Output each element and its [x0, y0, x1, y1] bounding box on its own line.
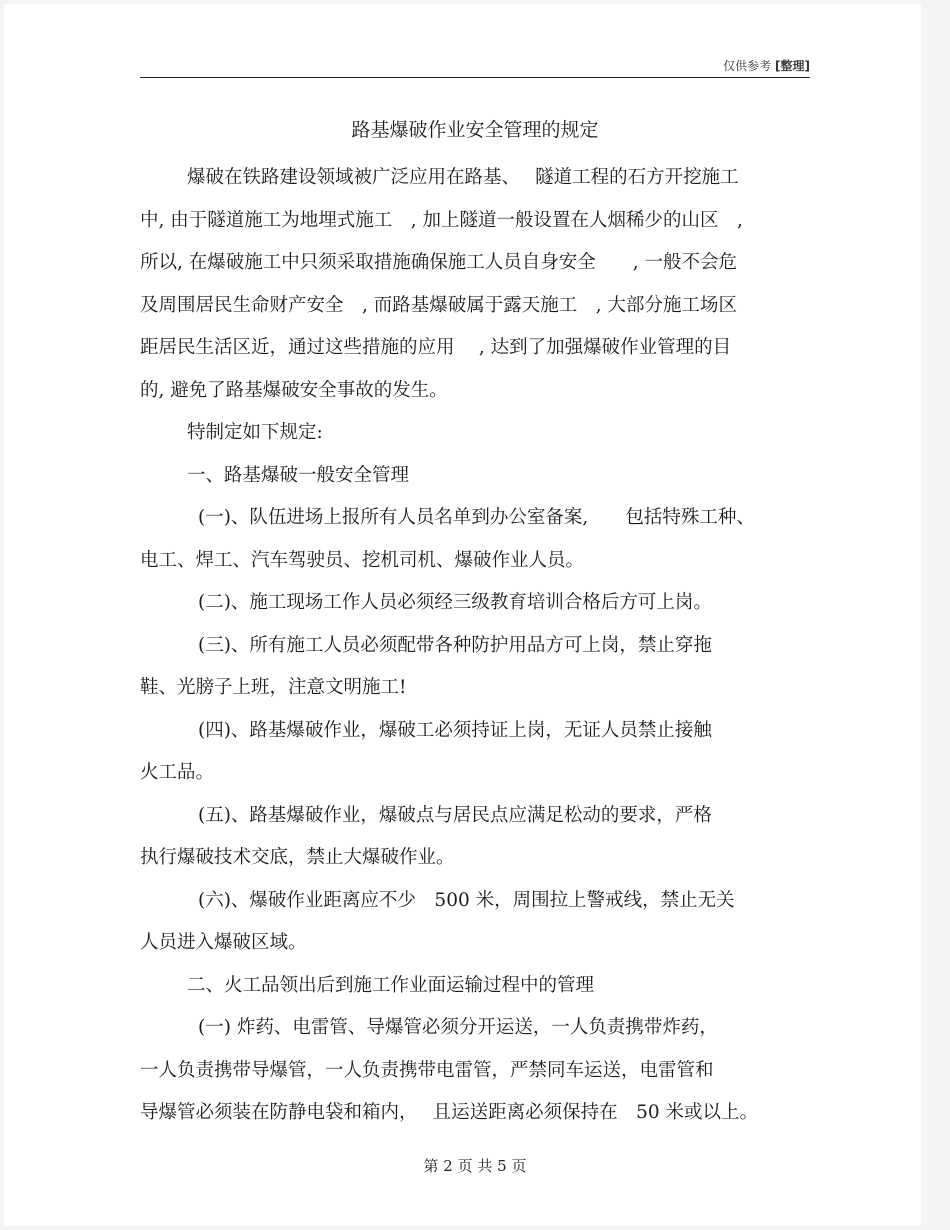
- document-title: 路基爆破作业安全管理的规定: [351, 119, 599, 141]
- text-line: (一) 炸药、电雷管、导爆管必须分开运送，一人负责携带炸药，: [198, 1017, 718, 1038]
- text-line: 中, 由于隧道施工为地埋式施工 , 加上隧道一般设置在人烟稀少的山区 ,: [140, 209, 743, 231]
- text-line: (五)、路基爆破作业，爆破点与居民点应满足松动的要求，严格: [198, 804, 712, 826]
- text-line: (六)、爆破作业距离应不少 500 米，周围拉上警戒线，禁止无关: [198, 889, 735, 911]
- text-line: 人员进入爆破区域。: [140, 932, 307, 953]
- document-body: [140, 115, 810, 1135]
- text-line: 二、火工品领出后到施工作业面运输过程中的管理: [187, 974, 595, 996]
- page-number: 第 2 页 共 5 页: [423, 1157, 527, 1175]
- text-line: (四)、路基爆破作业，爆破工必须持证上岗，无证人员禁止接触: [198, 719, 712, 741]
- text-line: 一、路基爆破一般安全管理: [187, 464, 410, 486]
- header-rule: [140, 77, 810, 78]
- document-text: [140, 157, 810, 1135]
- text-line: (三)、所有施工人员必须配带各种防护用品方可上岗，禁止穿拖: [198, 634, 712, 656]
- text-line: 执行爆破技术交底，禁止大爆破作业。: [140, 847, 455, 868]
- header-note: [723, 57, 810, 74]
- text-line: 电工、焊工、汽车驾驶员、挖机司机、爆破作业人员。: [140, 549, 585, 571]
- text-line: 特制定如下规定:: [187, 422, 323, 443]
- text-line: 一人负责携带导爆管，一人负责携带电雷管，严禁同车运送，电雷管和: [140, 1059, 714, 1081]
- header-tag: [整理]: [775, 59, 810, 73]
- text-line: 及周围居民生命财产安全 , 而路基爆破属于露天施工 , 大部分施工场区: [140, 294, 738, 316]
- text-line: 导爆管必须装在防静电袋和箱内， 且运送距离必须保持在 50 米或以上。: [140, 1102, 759, 1123]
- text-line: 所以, 在爆破施工中只须采取措施确保施工人员自身安全 , 一般不会危: [140, 252, 738, 273]
- text-line: (二)、施工现场工作人员必须经三级教育培训合格后方可上岗。: [198, 592, 712, 613]
- text-line: 的, 避免了路基爆破安全事故的发生。: [140, 379, 448, 401]
- text-line: 爆破在铁路建设领域被广泛应用在路基、 隧道工程的石方开挖施工: [187, 167, 739, 188]
- text-line: (一)、队伍进场上报所有人员名单到办公室备案, 包括特殊工种、: [198, 507, 755, 528]
- header-label: 仅供参考: [723, 59, 772, 73]
- text-line: 火工品。: [140, 762, 215, 783]
- text-line: 距居民生活区近，通过这些措施的应用 , 达到了加强爆破作业管理的目: [140, 337, 732, 358]
- text-line: 鞋、光膀子上班，注意文明施工!: [140, 677, 407, 698]
